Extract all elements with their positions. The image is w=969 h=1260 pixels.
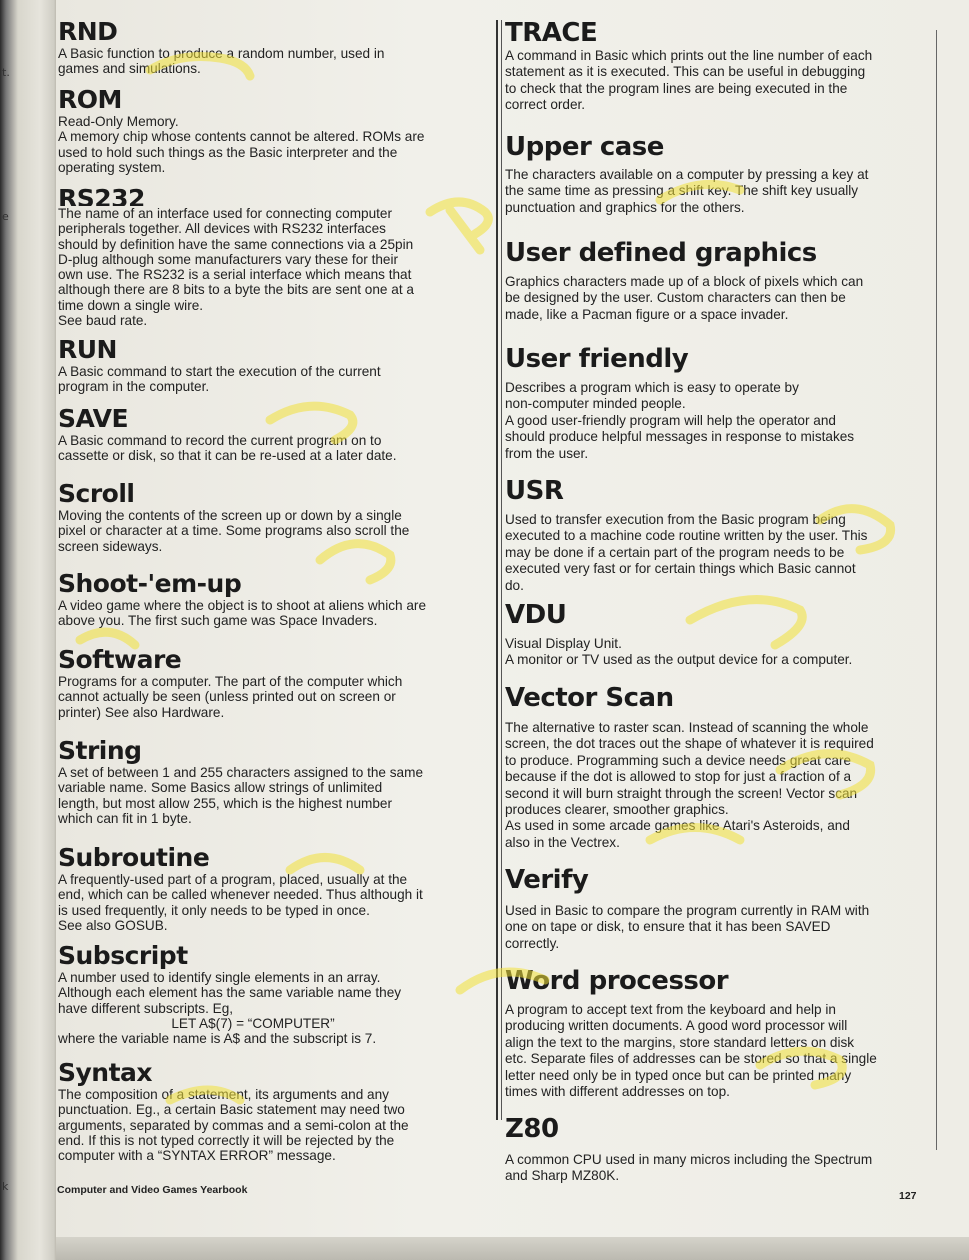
- glossary-entry: [58, 336, 488, 395]
- page-bottom-edge: [56, 1237, 969, 1260]
- right-margin-rule: [936, 30, 937, 1150]
- glossary-entry: [58, 480, 488, 554]
- entry-definition: The characters available on a computer by pressing a key at the same time as pressing a shift key. The shift key usually punctuation and graphics for the others.: [505, 167, 869, 215]
- entry-definition: Programs for a computer. The part of the computer which cannot actually be seen (unless printed out on screen or printer) See also Hardware.: [58, 674, 403, 720]
- entry-term: Word processor: [505, 966, 729, 996]
- publication-footer: Computer and Video Games Yearbook: [57, 1184, 248, 1196]
- glossary-entry: [505, 1114, 920, 1185]
- entry-definition: A command in Basic which prints out the line number of each statement as it is executed. This can be useful in debugging to check that the program lines are being executed in the correct order.: [505, 48, 873, 113]
- glossary-entry: [58, 570, 488, 629]
- entry-definition: The name of an interface used for connecting computer peripherals together. All devices with RS232 interfaces should by definition have the same connections via a 25pin D-plug although some manufacturers vary these for their own use. The RS232 is a serial interface which means that although there are 8 bits to a byte the bits are sent one at a time down a single wire. See baud rate.: [58, 206, 414, 329]
- entry-definition: The composition of a statement, its arguments and any punctuation. Eg., a certain Basic statement may need two arguments, separated by commas and a semi-colon at the end. If this is not typed correctly it will be rejected by the computer with a “SYNTAX ERROR” message.: [58, 1087, 409, 1164]
- entry-term: Z80: [505, 1114, 559, 1144]
- glossary-entry: [58, 184, 488, 328]
- glossary-entry: [505, 476, 920, 594]
- entry-term: User defined graphics: [505, 238, 817, 268]
- entry-term: Vector Scan: [505, 683, 674, 713]
- entry-definition: A common CPU used in many micros including the Spectrum and Sharp MZ80K.: [505, 1152, 873, 1184]
- entry-term: TRACE: [505, 18, 598, 48]
- entry-term: SAVE: [58, 404, 129, 433]
- glossary-entry: [58, 646, 488, 720]
- entry-definition: Used in Basic to compare the program currently in RAM with one on tape or disk, to ensure that it has been SAVED correctly.: [505, 903, 870, 951]
- entry-definition: A number used to identify single elements in an array. Although each element has the same variable name they have different subscripts. Eg,: [58, 970, 402, 1016]
- page-number: 127: [899, 1190, 917, 1202]
- entry-term: Syntax: [58, 1058, 153, 1087]
- column-divider: [501, 20, 502, 1120]
- glossary-entry: [505, 966, 920, 1100]
- glossary-entry: [58, 1059, 488, 1163]
- entry-term: RND: [58, 17, 118, 46]
- glossary-entry: [505, 344, 920, 462]
- entry-definition: The alternative to raster scan. Instead of scanning the whole screen, the dot traces out the shape of whatever it is required to produce. Programming such a device needs great care because if the dot is allowed to stop for just a fraction of a second it will burn straight through the screen! Vector scan produces clearer, smoother graphics. As used in some arcade games like Atari's Asteroids, and also in the Vectrex.: [505, 720, 874, 850]
- entry-definition: Describes a program which is easy to operate by non-computer minded people. A good user-friendly program will help the operator and should produce helpful messages in response to mistakes from the user.: [505, 380, 855, 461]
- glossary-entry: [58, 737, 488, 826]
- entry-definition: A frequently-used part of a program, placed, usually at the end, which can be called whenever needed. Thus although it is used frequently, it only needs to be typed in once. See also GOSUB.: [58, 872, 423, 933]
- entry-term: Subscript: [58, 941, 188, 970]
- entry-definition: Read-Only Memory. A memory chip whose contents cannot be altered. ROMs are used to hold such things as the Basic interpreter and the operating system.: [58, 114, 425, 175]
- glossary-entry: [505, 865, 920, 952]
- entry-definition: Moving the contents of the screen up or down by a single pixel or character at a time. Some programs also scroll the screen sideways.: [58, 508, 410, 554]
- entry-term: Shoot-'em-up: [58, 569, 242, 598]
- glossary-entry: [505, 238, 920, 323]
- entry-term: Subroutine: [58, 843, 210, 872]
- entry-term: Upper case: [505, 132, 664, 162]
- entry-term: USR: [505, 476, 564, 506]
- entry-definition: Visual Display Unit. A monitor or TV used as the output device for a computer.: [505, 636, 853, 668]
- entry-term: RS232: [58, 184, 145, 206]
- entry-definition: A video game where the object is to shoot at aliens which are above you. The first such game was Space Invaders.: [58, 598, 426, 629]
- entry-definition: A set of between 1 and 255 characters assigned to the same variable name. Some Basics allow strings of unlimited length, but most allow 255, which is the highest number which can fit in 1 byte.: [58, 765, 423, 826]
- glossary-entry: [505, 683, 920, 851]
- glossary-entry: [58, 86, 488, 175]
- glossary-entry: [505, 600, 920, 669]
- entry-definition: where the variable name is A$ and the subscript is 7.: [58, 1031, 377, 1047]
- spine-fragment: k: [2, 1180, 9, 1193]
- book-spine-gutter: [0, 0, 56, 1260]
- glossary-entry: [58, 844, 488, 933]
- entry-definition: A Basic command to start the execution of the current program in the computer.: [58, 364, 381, 395]
- entry-definition: A Basic command to record the current program on to cassette or disk, so that it can be re-used at a later date.: [58, 433, 397, 464]
- glossary-entry: [505, 132, 920, 216]
- entry-term: Verify: [505, 865, 589, 895]
- entry-term: ROM: [58, 85, 122, 114]
- entry-definition: A Basic function to produce a random number, used in games and simulations.: [58, 46, 385, 77]
- glossary-entry: [58, 405, 488, 464]
- column-divider: [496, 20, 498, 1120]
- entry-definition: Used to transfer execution from the Basic program being executed to a machine code routine written by the user. This may be done if a certain part of the program needs to be executed very fast or for certain things which Basic cannot do.: [505, 512, 868, 593]
- entry-term: RUN: [58, 335, 117, 364]
- entry-term: Software: [58, 645, 182, 674]
- glossary-entry: [58, 942, 488, 1046]
- entry-term: Scroll: [58, 479, 135, 508]
- code-example: LET A$(7) = “COMPUTER”: [171, 1015, 335, 1031]
- glossary-entry: [58, 18, 488, 77]
- entry-definition: A program to accept text from the keyboard and help in producing written documents. A good word processor will align the text to the margins, store standard letters on disk etc. Separate files of addresses can be stored so that a single letter need only be in typed once but can be printed many times with different addresses on top.: [505, 1002, 877, 1100]
- entry-term: User friendly: [505, 344, 689, 374]
- glossary-entry: [505, 18, 920, 114]
- spine-fragment: e: [2, 210, 9, 223]
- entry-definition: Graphics characters made up of a block of pixels which can be designed by the user. Custom characters can then be made, like a Pacman figure or a space invader.: [505, 274, 864, 322]
- spine-fragment: t.: [2, 66, 10, 79]
- entry-term: VDU: [505, 600, 567, 630]
- entry-term: String: [58, 736, 142, 765]
